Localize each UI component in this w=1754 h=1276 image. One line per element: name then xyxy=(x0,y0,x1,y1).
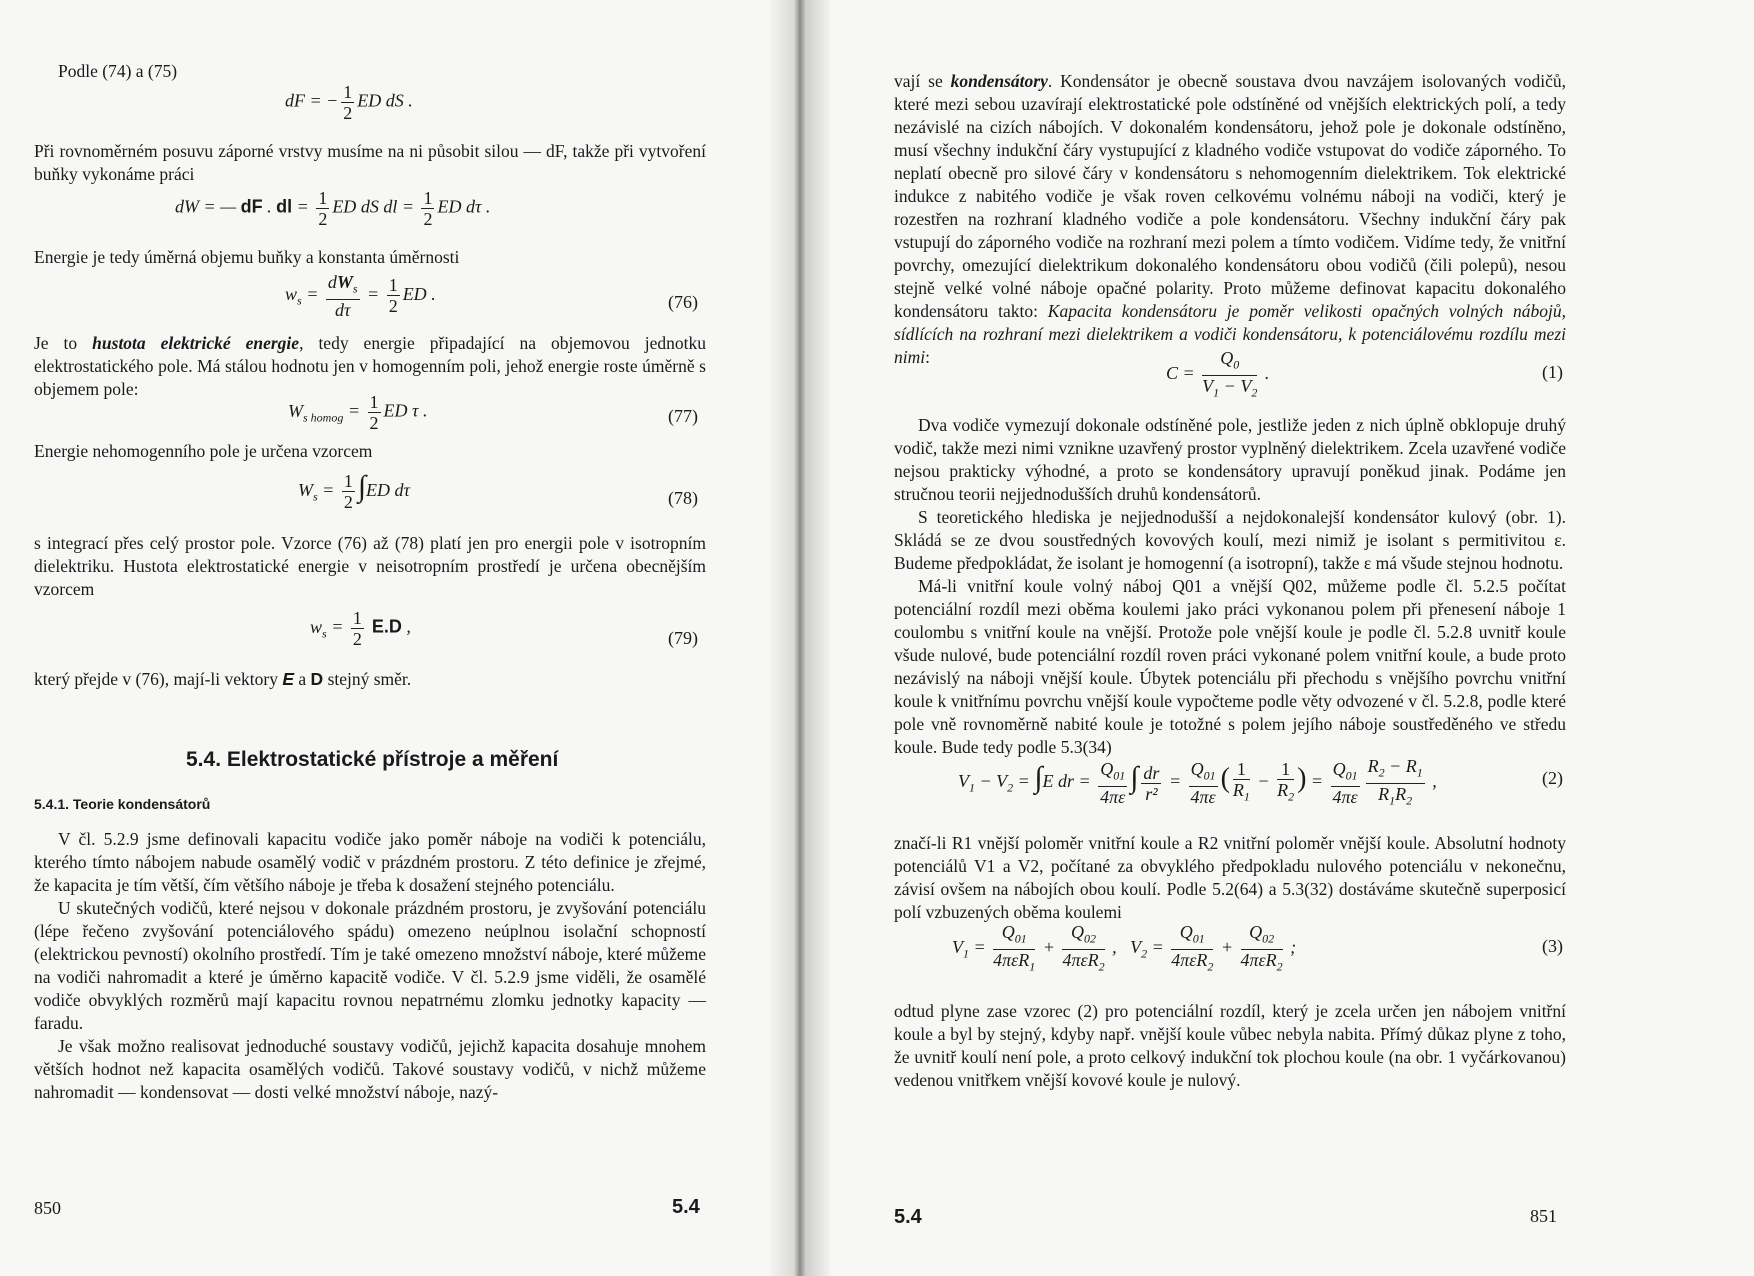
paragraph-nonhomog: Energie nehomogenního pole je určena vzorcem xyxy=(34,441,373,461)
paragraph-integration: s integrací přes celý prostor pole. Vzorce (76) až (78) platí jen pro energii pole v isotropním dielektriku. Hustota elektrostatické energie v neisotropním prostředí je určena obecnějším vzorcem xyxy=(34,533,706,599)
paragraph-condensers: vají se kondensátory. Kondensátor je obecně soustava dvou navzájem isolovaných vodičů, které mezi sebou uzavírají elektrostatické pole odstíněné od vnějších elektrických polí, a tedy nezávislé na cizích nábojích. V dokonalém kondensátoru, jehož pole je dokonale odstíněno, musí všechny indukční čáry vystupující z kladného vodiče vstupovat do vodiče záporného. To neplatí obecně pro silové čáry v kondensátoru s nehomogenním dielektrikem. Tok elektrické indukce z nabitého vodiče je však roven celkovému volnému náboji na vodiči, který je rozestřen na rozhraní kladného vodiče a pole kondensátoru. Všechny indukční čáry pak vstupují do záporného vodiče na rozhraní mezi polem a tímto vodičem. Vidíme tedy, že vnitřní povrchy, omezující dielektrikum dokonalého kondensátoru obou vodičů (čili polepů), nesou stejně velké volné náboje opačné polarity. Proto můžeme definovat kapacitu dokonalého kondensátoru takto: Kapacita kondensátoru je poměr velikosti opačných volných nábojů, sídlících na rozhraní mezi dielektrikem a vodiči kondensátoru, k potenciálovému rozdílu mezi nimi: xyxy=(894,71,1566,367)
paragraph-proof: odtud plyne zase vzorec (2) pro potenciální rozdíl, který je zcela určen jen nábojem vnitřní koule a byl by stejný, kdyby např. vnější koule vůbec nebyla nabita. Přímý důkaz plyne z toho, že uvnitř koulí není pole, a proto celkový indukční tok plochou koule (na obr. 1 vyčárkovanou) vedenou vnitřkem vnější kovové koule je nulový. xyxy=(894,1001,1566,1090)
term-condensers: kondensátory xyxy=(950,71,1048,91)
term-energy-density: hustota elektrické energie xyxy=(92,333,300,353)
book-gutter xyxy=(770,0,830,1276)
paragraph-potentials: značí-li R1 vnější poloměr vnitřní koule a R2 vnitřní poloměr vnější koule. Absolutní hodnoty potenciálů V1 a V2, počítané za obvyklého předpokladu nulového potenciálu v nekonečnu, závisí ovšem na nábojích obou koulí. Podle 5.2(64) a 5.3(32) dostáváme skutečně superposicí polí vzbuzených oběma koulemi xyxy=(894,833,1566,922)
equation-77: $W_{s homog}$ = $\frac{1}{2}$ ED τ . xyxy=(288,392,428,433)
paragraph-vectors: který přejde v (76), mají-li vektory E a D stejný směr. xyxy=(34,669,412,689)
page-number-left: 850 xyxy=(34,1198,61,1218)
equation-number-77: (77) xyxy=(668,406,698,426)
section-marker-right: 5.4 xyxy=(894,1206,922,1228)
equation-df: dF = − $\frac{1}{2}$ ED dS . xyxy=(285,82,413,123)
equation-79: $w_s$ = $\frac{1}{2}$ E.D , xyxy=(310,608,411,649)
subsection-title: 5.4.1. Teorie kondensátorů xyxy=(34,796,211,812)
equation-number-76: (76) xyxy=(668,292,698,312)
capacity-definition: Kapacita kondensátoru je poměr velikosti opačných volných nábojů, sídlících na rozhraní mezi dielektrikem a vodiči kondensátoru, k potenciálovému rozdílu mezi nimi xyxy=(894,301,1566,367)
page-number-right: 851 xyxy=(1530,1206,1557,1226)
equation-dw: dW = — dF . dl = $\frac{1}{2}$ ED dS dl = $\frac{1}{2}$ ED dτ . xyxy=(175,188,491,229)
paragraph-density: Je to hustota elektrické energie, tedy energie připadající na objemovou jednotku elektrostatického pole. Má stálou hodnotu jen v homogenním poli, jehož energie roste úměrně s objemem pole: xyxy=(34,333,706,399)
equation-number-1: (1) xyxy=(1542,362,1563,382)
equation-1: C = $\frac{Q_0}{V_1 - V_2}$ . xyxy=(1166,348,1270,400)
equation-number-2: (2) xyxy=(1542,768,1563,788)
equation-number-78: (78) xyxy=(668,488,698,508)
section-marker-left: 5.4 xyxy=(672,1196,700,1218)
intro-text: Podle (74) a (75) xyxy=(58,61,178,81)
left-page xyxy=(0,0,770,1276)
right-page xyxy=(830,0,1754,1276)
equation-78: $W_s$ = $\frac{1}{2}$ ∫ED dτ xyxy=(298,470,410,513)
equation-2: $V_1 - V_2 = \int E$ dr = $\frac{Q_{01}}{4\pi\varepsilon}$ ∫ $\frac{dr}{\text{r²}}$ = $\frac{Q_{01}}{4\pi\varepsilon}$ ( $\frac{1}{R_1}$ − $\frac{1}{R_2}$ ) = $\frac{Q_{01}}{4\pi\varepsilon}$ $\frac{R_2 - R_1}{R_1R_2}$ , xyxy=(958,756,1437,808)
equation-number-79: (79) xyxy=(668,628,698,648)
paragraph-spherical: Dva vodiče vymezují dokonale odstíněné pole, jestliže jeden z nich úplně obklopuje druhý vodič, takže mezi nimi vznikne uzavřený prostor vyplněný dielektrikem. Zcela uzavřené vodiče nejsou prakticky výhodné, a proto se kondensátory upravují poněkud jinak. Podáme jen stručnou teorii nejjednodušších druhů kondensátorů. S teoretického hlediska je nejjednodušší a nejdokonalejší kondensátor kulový (obr. 1). Skládá se ze dvou soustředných kovových koulí, mezi nimiž je isolant s permitivitou ε. Budeme předpokládat, že isolant je homogenní (a isotropní), takže ε má všude stejnou hodnotu. Má-li vnitřní koule volný náboj Q01 a vnější Q02, můžeme podle čl. 5.2.5 počítat potenciální rozdíl mezi oběma koulemi jako práci vykonanou polem při přenesení náboje 1 coulombu s vnitřní koule na vnější. Protože pole vnější koule je podle čl. 5.2.8 uvnitř koule všude nulové, bude potenciální rozdíl roven práci vykonané polem vnitřní koule, a bude proto nezávislý na náboji vnější koule. Úbytek potenciálu při přechodu s vnějšího povrchu vnitřní koule k vnitřnímu povrchu vnější koule vypočteme podle věty odvozené v čl. 5.2.8, podle které pole vně rovnoměrně nabité koule je totožné s polem jejího náboje soustředěného ve středu koule. Bude tedy podle 5.3(34) xyxy=(894,415,1566,757)
equation-3: $V_1$ = $\frac{Q_{01}}{4\pi\varepsilon R_1}$ + $\frac{Q_{02}}{4\pi\varepsilon R_2}$ , $V_2$ = $\frac{Q_{01}}{4\pi\varepsilon R_2}$ + $\frac{Q_{02}}{4\pi\varepsilon R_2}$ ; xyxy=(952,922,1297,974)
paragraph-capacity: V čl. 5.2.9 jsme definovali kapacitu vodiče jako poměr náboje na vodiči k potenciálu, kterého tímto nábojem nabude osamělý vodič v prázdném prostoru. Z této definice je zřejmé, že kapacita je tím větší, čím většího náboje je třeba k dosažení stejného potenciálu. U skutečných vodičů, které nejsou v dokonale prázdném prostoru, je zvyšování potenciálu (lépe řečeno zvyšování potenciálového spádu) omezeno neúplnou isolační schopností (elektrickou pevností) okolního prostředí. Tím je také omezeno množství náboje, které můžeme na vodiči nahromadit a které je úměrno kapacitě vodiče. V čl. 5.2.9 jsme viděli, že osamělé vodiče obvyklých rozměrů mají kapacitu rovnou nepatrnému zlomku jednotky kapacity — faradu. Je však možno realisovat jednoduché soustavy vodičů, jejichž kapacita dosahuje mnohem větších hodnot než kapacita osamělých vodičů. Takové soustavy vodičů, v nichž můžeme nahromadit — kondensovat — dosti velké množství náboje, nazý- xyxy=(34,829,706,1102)
equation-number-3: (3) xyxy=(1542,936,1563,956)
paragraph-energy: Energie je tedy úměrná objemu buňky a konstanta úměrnosti xyxy=(34,247,460,267)
section-title: 5.4. Elektrostatické přístroje a měření xyxy=(186,748,559,771)
equation-76: $w_s$ = $\frac{dW_s}{d\tau}$ = $\frac{1}{2}$ ED . xyxy=(285,272,436,320)
paragraph-work: Při rovnoměrném posuvu záporné vrstvy musíme na ni působit silou — dF, takže při vytvoření buňky vykonáme práci xyxy=(34,141,706,184)
